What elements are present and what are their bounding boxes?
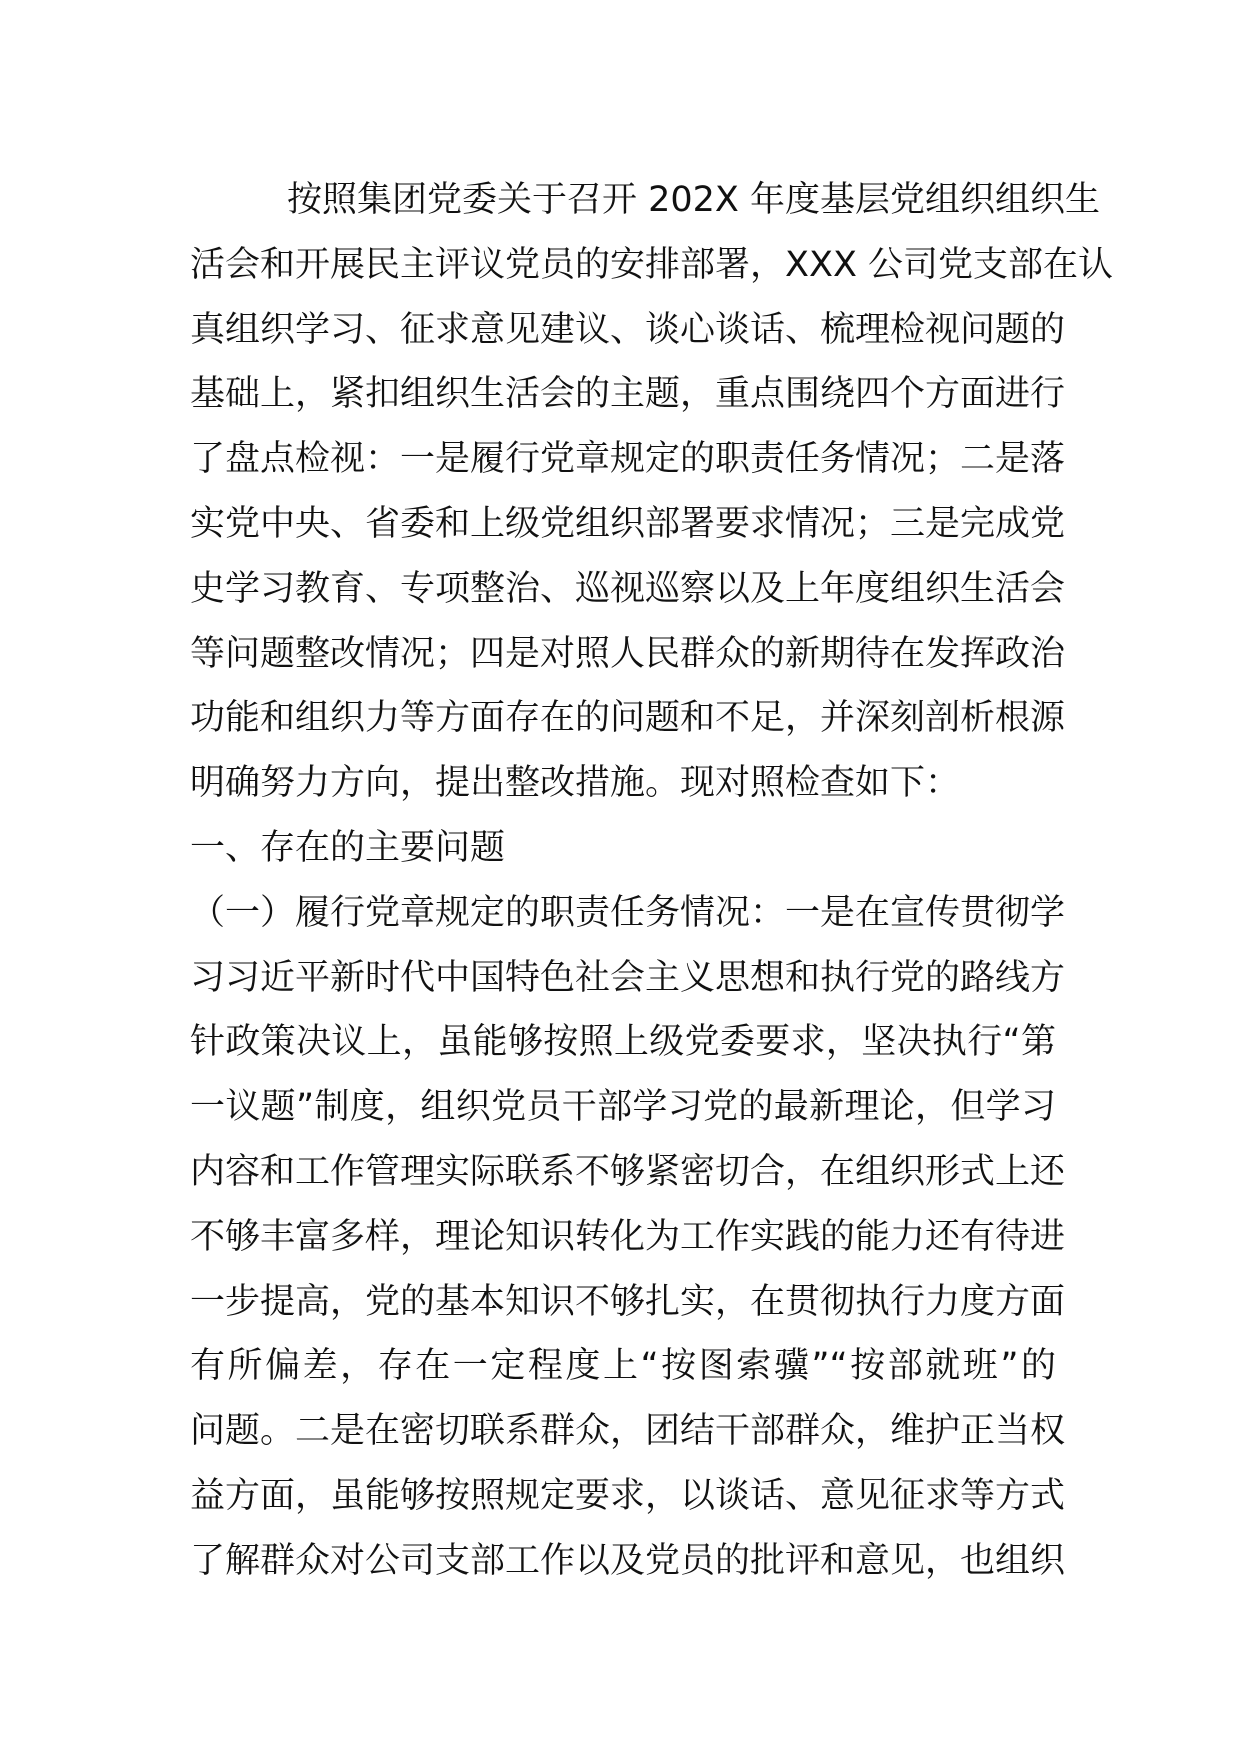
paragraph-line: 按照集团党委关于召开 202X 年度基层党组织组织生 [287,180,1101,220]
paragraph-line: 不够丰富多样，理论知识转化为工作实践的能力还有待进 [190,1216,1066,1257]
paragraph-line: 一议题”制度，组织党员干部学习党的最新理论，但学习 [190,1087,1056,1128]
paragraph-line: 了解群众对公司支部工作以及党员的批评和意见，也组织 [190,1540,1066,1581]
paragraph-line: 功能和组织力等方面存在的问题和不足，并深刻剖析根源 [190,698,1066,739]
paragraph-line: 等问题整改情况；四是对照人民群众的新期待在发挥政治 [190,633,1066,674]
paragraph-line: 益方面，虽能够按照规定要求，以谈话、意见征求等方式 [190,1475,1066,1516]
paragraph-line: 实党中央、省委和上级党组织部署要求情况；三是完成党 [190,503,1066,544]
paragraph-line: （一）履行党章规定的职责任务情况：一是在宣传贯彻学 [190,892,1066,933]
document-page [190,168,1114,1594]
paragraph-line: 针政策决议上，虽能够按照上级党委要求，坚决执行“第 [190,1022,1056,1063]
paragraph-line: 真组织学习、征求意见建议、谈心谈话、梳理检视问题的 [190,309,1066,350]
paragraph-line: 内容和工作管理实际联系不够紧密切合，在组织形式上还 [190,1151,1066,1192]
paragraph-line-last: 明确努力方向，提出整改措施。现对照检查如下： [190,763,961,804]
section-heading: 一、存在的主要问题 [190,827,506,868]
paragraph-line: 一步提高，党的基本知识不够扎实，在贯彻执行力度方面 [190,1281,1066,1322]
paragraph-line: 了盘点检视：一是履行党章规定的职责任务情况；二是落 [190,439,1066,480]
paragraph-line: 有所偏差，存在一定程度上“按图索骥”“按部就班”的 [190,1346,1056,1387]
paragraph-line: 习习近平新时代中国特色社会主义思想和执行党的路线方 [190,957,1066,998]
paragraph-line: 问题。二是在密切联系群众，团结干部群众，维护正当权 [190,1411,1066,1452]
paragraph-line: 史学习教育、专项整治、巡视巡察以及上年度组织生活会 [190,568,1066,609]
paragraph-line: 活会和开展民主评议党员的安排部署，XXX 公司党支部在认 [190,244,1114,285]
paragraph-line: 基础上，紧扣组织生活会的主题，重点围绕四个方面进行 [190,374,1066,415]
